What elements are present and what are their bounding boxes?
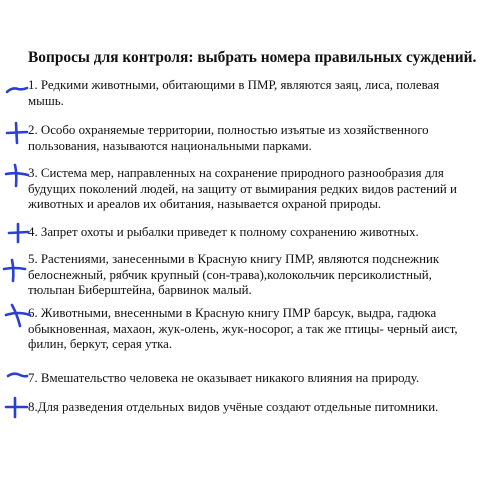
plus-mark-icon xyxy=(4,302,30,328)
plus-mark-icon xyxy=(4,120,30,146)
plus-mark-icon xyxy=(6,220,32,246)
minus-mark-icon xyxy=(4,78,30,104)
question-5-line-1: 5. Растениями, занесенными в Красную книгу ПМР, являются подснежник xyxy=(28,252,440,266)
question-2-line-2: пользования, называются национальными парками. xyxy=(28,138,312,153)
question-7 xyxy=(28,371,500,387)
question-6-line-1: 6. Животными, внесенными в Красную книгу ПМР барсук, выдра, гадюка xyxy=(28,306,437,320)
plus-mark-icon xyxy=(3,395,29,421)
question-3-line-2: будущих поколений людей, на защиту от вымирания редких видов растений и xyxy=(28,181,457,196)
question-8 xyxy=(28,400,500,416)
question-3-line-1: 3. Система мер, направленных на сохранение природного разнообразия для xyxy=(28,166,444,180)
minus-mark-icon xyxy=(4,364,30,390)
question-2-line-1: 2. Особо охраняемые территории, полностью изъятые из хозяйственного xyxy=(28,123,429,137)
question-1 xyxy=(28,78,500,109)
question-8-line-1: 8.Для разведения отдельных видов учёные создают отдельные питомники. xyxy=(28,400,439,414)
question-5-line-2: белоснежный, рябчик крупный (сон-трава),колокольчик персиколистный, xyxy=(28,267,432,282)
question-7-line-1: 7. Вмешательство человека не оказывает никакого влияния на природу. xyxy=(28,371,420,385)
question-1-line-1: 1. Редкими животными, обитающими в ПМР, являются заяц, лиса, полевая xyxy=(28,78,440,92)
question-5 xyxy=(28,252,500,299)
question-3 xyxy=(28,166,500,213)
plus-mark-icon xyxy=(2,257,28,283)
question-4-line-1: 4. Запрет охоты и рыбалки приведет к полному сохранению животных. xyxy=(28,225,419,239)
question-3-line-3: животных и ареалов их обитания, называется охраной природы. xyxy=(28,197,382,212)
question-1-line-2: мышь. xyxy=(28,93,64,108)
question-5-line-3: тюльпан Биберштейна, барвинок малый. xyxy=(28,283,252,298)
question-6-line-2: обыкновенная, махаон, жук-олень, жук-носорог, а так же птицы- черный аист, xyxy=(28,321,458,336)
question-6-line-3: филин, беркут, серая утка. xyxy=(28,337,173,352)
question-2 xyxy=(28,123,500,154)
page-title: Вопросы для контроля: выбрать номера правильных суждений. xyxy=(28,49,477,66)
question-4 xyxy=(28,225,500,241)
question-6 xyxy=(28,306,500,353)
plus-mark-icon xyxy=(4,162,30,188)
